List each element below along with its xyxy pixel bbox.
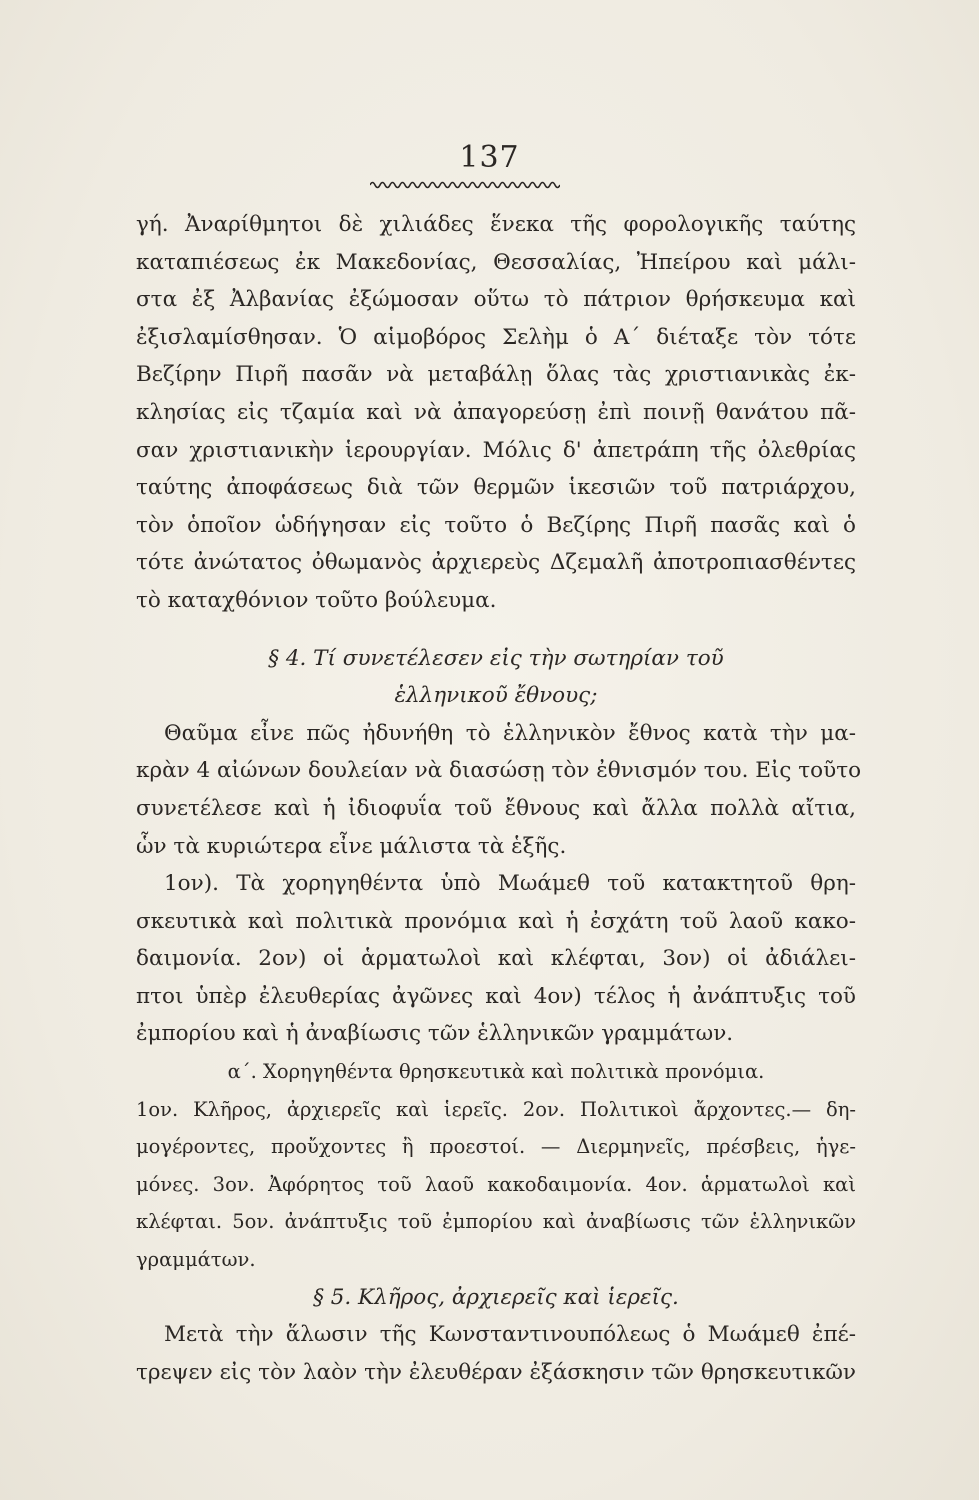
text-line: ἐμπορίου καὶ ἡ ἀναβίωσις τῶν ἑλληνικῶν γραμμάτων. — [136, 1021, 734, 1047]
text-line: μογέροντες, προὔχοντες ἢ προεστοί. — Διερμηνεῖς, πρέσβεις, ἡγε- — [136, 1135, 856, 1159]
text-line: στα ἐξ Ἀλβανίας ἐξώμοσαν οὕτω τὸ πάτριον θρήσκευμα καὶ — [136, 287, 856, 313]
text-line: γή. Ἀναρίθμητοι δὲ χιλιάδες ἕνεκα τῆς φορολογικῆς ταύτης — [136, 212, 856, 237]
text-line: κλησίας εἰς τζαμία καὶ νὰ ἀπαγορεύσῃ ἐπὶ ποινῇ θανάτου πᾶ- — [136, 399, 856, 425]
text-line: ἐξισλαμίσθησαν. Ὁ αἱμοβόρος Σελὴμ ὁ Α΄ διέταξε τὸν τότε — [136, 324, 856, 350]
text-line: πτοι ὑπὲρ ἐλευθερίας ἀγῶνες καὶ 4ον) τέλος ἡ ἀνάπτυξις τοῦ — [136, 983, 856, 1009]
text-line: κρὰν 4 αἰώνων δουλείαν νὰ διασώσῃ τὸν ἐθνισμόν του. Εἰς τοῦτο — [136, 758, 862, 784]
wavy-rule-ornament — [370, 180, 560, 190]
text-line: σαν χριστιανικὴν ἱερουργίαν. Μόλις δ' ἀπετράπη τῆς ὀλεθρίας — [136, 437, 856, 463]
text-line: 1ον. Κλῆρος, ἀρχιερεῖς καὶ ἱερεῖς. 2ον. Πολιτικοὶ ἄρχοντες.— δη- — [136, 1097, 856, 1121]
text-line: ὧν τὰ κυριώτερα εἶνε μάλιστα τὰ ἑξῆς. — [136, 833, 567, 859]
page-number: 137 — [459, 140, 520, 175]
subsection-a-heading: α΄. Χορηγηθέντα θρησκευτικὰ καὶ πολιτικὰ προνόμια. — [227, 1060, 765, 1084]
paragraph-1 — [136, 206, 856, 620]
text-line: Θαῦμα εἶνε πῶς ἠδυνήθη τὸ ἑλληνικὸν ἔθνος κατὰ τὴν μα- — [164, 720, 856, 746]
text-line: καταπιέσεως ἐκ Μακεδονίας, Θεσσαλίας, Ἠπείρου καὶ μάλι- — [136, 249, 856, 275]
text-line: γραμμάτων. — [136, 1248, 256, 1272]
section-4-heading — [136, 640, 856, 715]
text-line: μόνες. 3ον. Ἀφόρητος τοῦ λαοῦ κακοδαιμονία. 4ον. ἁρματωλοὶ καὶ — [136, 1172, 856, 1196]
section-5-heading: § 5. Κλῆρος, ἀρχιερεῖς καὶ ἱερεῖς. — [313, 1284, 679, 1310]
text-line: τρεψεν εἰς τὸν λαὸν τὴν ἐλευθέραν ἐξάσκησιν τῶν θρησκευτικῶν — [136, 1359, 856, 1385]
paragraph-3 — [136, 865, 856, 1053]
paragraph-4 — [136, 1316, 856, 1391]
text-line: δαιμονία. 2ον) οἱ ἁρματωλοὶ καὶ κλέφται, 3ον) οἱ ἀδιάλει- — [136, 946, 856, 972]
text-line: τὸν ὁποῖον ὡδήγησαν εἰς τοῦτο ὁ Βεζίρης Πιρῆ πασᾶς καὶ ὁ — [136, 512, 856, 538]
text-line: τότε ἀνώτατος ὀθωμανὸς ἀρχιερεὺς Δζεμαλῆ ἀποτροπιασθέντες — [136, 550, 856, 576]
text-line: Μετὰ τὴν ἅλωσιν τῆς Κωνσταντινουπόλεως ὁ Μωάμεθ ἐπέ- — [164, 1322, 856, 1348]
text-line: ταύτης ἀποφάσεως διὰ τῶν θερμῶν ἱκεσιῶν τοῦ πατριάρχου, — [136, 475, 856, 501]
text-line: τὸ καταχθόνιον τοῦτο βούλευμα. — [136, 587, 497, 613]
paragraph-2 — [136, 715, 862, 865]
text-line: σκευτικὰ καὶ πολιτικὰ προνόμια καὶ ἡ ἐσχάτη τοῦ λαοῦ κακο- — [136, 908, 856, 934]
text-line: κλέφται. 5ον. ἀνάπτυξις τοῦ ἐμπορίου καὶ ἀναβίωσις τῶν ἑλληνικῶν — [136, 1210, 856, 1234]
text-line: 1ον). Τὰ χορηγηθέντα ὑπὸ Μωάμεθ τοῦ κατακτητοῦ θρη- — [164, 871, 856, 897]
body-text — [136, 206, 862, 1391]
summary — [136, 1091, 856, 1279]
text-line: συνετέλεσε καὶ ἡ ἰδιοφυΐα τοῦ ἔθνους καὶ ἄλλα πολλὰ αἴτια, — [136, 795, 856, 821]
heading-line: ἑλληνικοῦ ἔθνους; — [394, 683, 598, 709]
text-line: Βεζίρην Πιρῆ πασᾶν νὰ μεταβάλῃ ὅλας τὰς χριστιανικὰς ἐκ- — [136, 362, 856, 388]
heading-line: § 4. Τί συνετέλεσεν εἰς τὴν σωτηρίαν τοῦ — [268, 645, 724, 671]
